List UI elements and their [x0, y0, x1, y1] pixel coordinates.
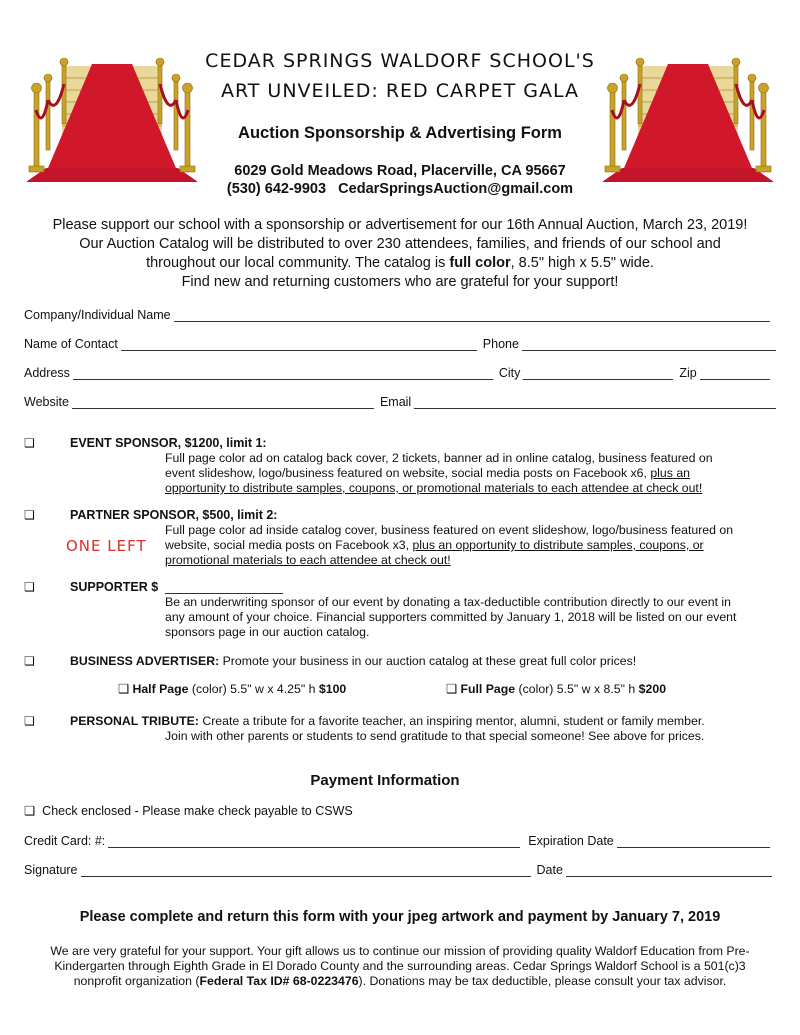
- form-title: Auction Sponsorship & Advertising Form: [238, 124, 562, 142]
- school-email[interactable]: CedarSpringsAuction@gmail.com: [338, 181, 574, 197]
- personal-tribute-desc: Join with other parents or students to send gratitude to that special someone! See above for prices.: [165, 729, 705, 743]
- payment-heading: Payment Information: [310, 772, 460, 789]
- event-title: CEDAR SPRINGS WALDORF SCHOOL'S: [205, 50, 595, 72]
- check-enclosed-option[interactable]: ❑ Check enclosed - Please make check payable to CSWS: [24, 804, 353, 818]
- contact-label: Name of Contact: [24, 337, 118, 351]
- checkbox-icon[interactable]: ❑: [446, 682, 458, 696]
- school-contact: [150, 181, 650, 197]
- intro-paragraph: Please support our school with a sponsorship or advertisement for our 16th Annual Auction, March 23, 2019! Our Auction Catalog will be distributed to over 230 attendees, families, and friends of our school and throughout our local community. The catalog is full color, 8.5" high x 5.5" wide. Find new and returning customers who are grateful for your support!: [52, 217, 748, 290]
- zip-label: Zip: [679, 366, 697, 380]
- one-left-badge: ONE LEFT: [66, 537, 147, 555]
- event-subtitle: ART UNVEILED: RED CARPET GALA: [220, 80, 580, 102]
- signature-label: Signature: [24, 863, 78, 877]
- school-phone: (530) 642-9903: [226, 181, 327, 197]
- address-field[interactable]: [73, 368, 493, 380]
- business-advertiser-line: BUSINESS ADVERTISER: Promote your business in our auction catalog at these great full color prices!: [70, 654, 637, 668]
- supporter-desc: Be an underwriting sponsor of our event by donating a tax-deductible contribution directly to our event in any amount of your choice. Financial supporters committed by January 1, 2018 will be listed on our event sponsors page in our auction catalog.: [165, 595, 737, 639]
- address-row: [24, 364, 776, 380]
- company-field[interactable]: [174, 310, 770, 322]
- credit-card-label: Credit Card: #:: [24, 834, 106, 848]
- city-field[interactable]: [523, 368, 673, 380]
- personal-tribute-line: PERSONAL TRIBUTE: Create a tribute for a favorite teacher, an inspiring mentor, alumni, student or family member.: [70, 714, 705, 728]
- contact-field[interactable]: [121, 339, 477, 351]
- company-label: Company/Individual Name: [24, 308, 171, 322]
- half-page-option[interactable]: ❑ Half Page (color) 5.5" w x 4.25" h $100: [118, 682, 347, 696]
- phone-field[interactable]: [522, 339, 776, 351]
- full-page-option[interactable]: ❑ Full Page (color) 5.5" w x 8.5" h $200: [446, 682, 667, 696]
- signature-row: [24, 861, 776, 877]
- event-sponsor-title: EVENT SPONSOR, $1200, limit 1:: [70, 436, 267, 450]
- partner-sponsor-title: PARTNER SPONSOR, $500, limit 2:: [70, 508, 278, 522]
- credit-card-field[interactable]: [108, 836, 520, 848]
- supporter-amount-field[interactable]: [165, 580, 283, 594]
- zip-field[interactable]: [700, 368, 770, 380]
- contact-row: [24, 335, 776, 351]
- website-field[interactable]: [72, 397, 374, 409]
- website-row: [24, 393, 776, 409]
- event-sponsor-desc: Full page color ad on catalog back cover, 2 tickets, banner ad in online catalog, business featured on event slideshow, logo/business featured on website, social media posts on Facebook x6, plus an opportunity to distribute samples, coupons, or promotional materials to each attendee at check out!: [165, 451, 713, 495]
- checkbox-icon[interactable]: ❑: [24, 804, 36, 818]
- city-label: City: [498, 366, 521, 380]
- website-label: Website: [24, 395, 69, 409]
- checkbox-icon[interactable]: ❑: [24, 580, 35, 594]
- checkbox-icon[interactable]: ❑: [24, 436, 35, 450]
- partner-sponsor-desc: Full page color ad inside catalog cover, business featured on event slideshow, logo/business featured on website, social media posts on Facebook x3, plus an opportunity to distribute samples, coupons, or promotional materials to each attendee at check out!: [165, 523, 734, 567]
- expiration-label: Expiration Date: [528, 834, 614, 848]
- credit-card-row: [24, 832, 776, 848]
- checkbox-icon[interactable]: ❑: [24, 654, 35, 668]
- footer-paragraph: We are very grateful for your support. Your gift allows us to continue our mission of providing quality Waldorf Education from Pre- Kindergarten through Eighth Grade in El Dorado County and the surrounding areas. Cedar Springs Waldorf School is a 501(c)3 nonprofit organization (Federal Tax ID# 68-0223476). Donations may be tax deductible, please consult your tax advisor.: [50, 944, 750, 988]
- email-field[interactable]: [414, 397, 776, 409]
- school-address: 6029 Gold Meadows Road, Placerville, CA 95667: [234, 163, 566, 179]
- checkbox-icon[interactable]: ❑: [24, 508, 35, 522]
- supporter-title: SUPPORTER $: [70, 580, 159, 594]
- checkbox-icon[interactable]: ❑: [118, 682, 130, 696]
- signature-field[interactable]: [81, 865, 531, 877]
- address-label: Address: [24, 366, 70, 380]
- checkbox-icon[interactable]: ❑: [24, 714, 35, 728]
- company-row: [24, 306, 776, 322]
- date-field[interactable]: [566, 865, 772, 877]
- expiration-field[interactable]: [617, 836, 770, 848]
- email-label: Email: [379, 395, 412, 409]
- date-label: Date: [536, 863, 563, 877]
- deadline-note: Please complete and return this form with your jpeg artwork and payment by January 7, 2019: [79, 909, 721, 925]
- phone-label: Phone: [482, 337, 519, 351]
